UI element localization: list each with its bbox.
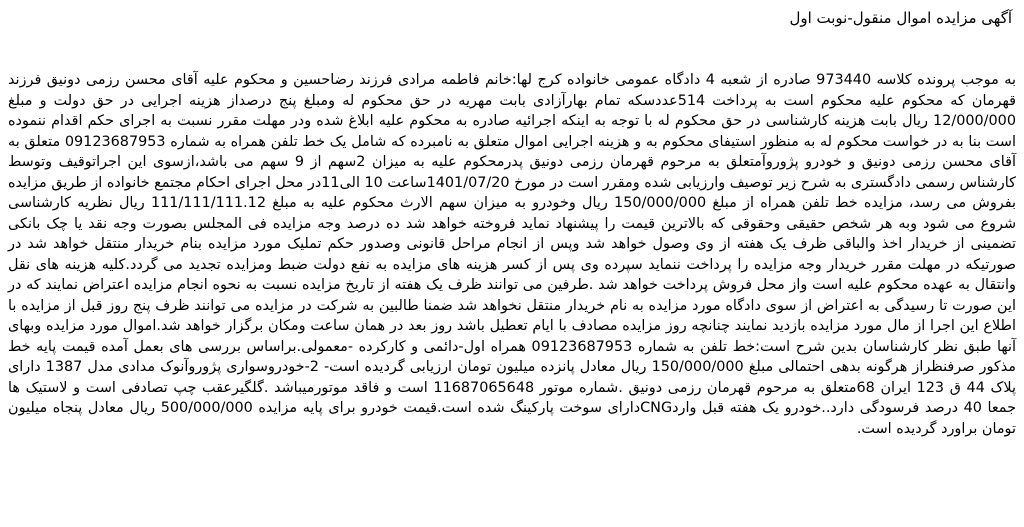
notice-title: آگهی مزایده اموال منقول-نوبت اول (789, 9, 1012, 27)
notice-body: به موجب پرونده کلاسه 973440 صادره از شعبه 4 دادگاه عمومی خانواده کرج لها:خانم فاطمه مرادی فرزند رضاحسین و محکوم علیه آقای محسن رزمی دونیق فرزند قهرمان که محکوم علیه محکوم است به پرداخت 514عددسکه تمام بهارآزادی بابت مهریه در حق محکوم له ومبلغ پنج درصداز هزینه اجرایی در حق دولت و مبلغ 12/000/000 ریال بابت هزینه کارشناسی در حق محکوم له با توجه به اینکه اجرائیه صادره به محکوم علیه ابلاغ شده ودر مهلت مقرر نسبت به اجرای حکم اقدام ننموده است بنا به در خواست محکوم له به منظور استیفای محکوم به و هزینه اجرایی اموال متعلق به نامبرده که شامل یک خط تلفن همراه به شماره 09123687953 متعلق به آقای محسن رزمی دونیق و خودرو پژوروآمتعلق به مرحوم قهرمان رزمی دونیق پدرمحکوم علیه به میزان 2سهم از 9 سهم می باشد،ازسوی این اجراتوقیف وتوسط کارشناس رسمی دادگستری به شرح زیر توصیف وارزیابی شده ومقرر است در مورخ 1401/07/20ساعت 10 الی11در محل اجرای احکام مجتمع خانواده از طریق مزایده بفروش می رسد، مزایده خط تلفن همراه از مبلغ 150/000/000 ریال وخودرو به میزان سهم الارث محکوم علیه به مبلغ 111/111/111.12 ریال نظریه کارشناسی شروع می شود وبه هر شخص حقیقی وحقوقی که بالاترین قیمت را پیشنهاد نماید فروخته خواهد شد ده درصد وجه مزایده فی المجلس بصورت وجه نقد یا چک بانکی تضمینی از خریدار اخذ والباقی ظرف یک هفته از وی وصول خواهد شد وپس از انجام مراحل قانونی وصدور حکم تملیک مورد مزایده بنام خریدار منتقل خواهد شد در صورتیکه در مهلت مقرر خریدار وجه مزایده را پرداخت ننماید سپرده وی پس از کسر هزینه های مزایده به نفع دولت ضبط ومزایده تجدید می گردد.کلیه هزینه های نقل وانتقال به عهده محکوم علیه است واز محل فروش پرداخت خواهد شد .طرفین می توانند ظرف یک هفته از تاریخ مزایده نسبت به نحوه انجام مزایده اعتراض نمایند که در این صورت تا رسیدگی به اعتراض از سوی دادگاه مورد مزایده به نام خریدار منتقل نخواهد شد ضمنا طالبین به شرکت در مزایده می توانند ظرف پنج روز قبل از مزایده با اطلاع این اجرا از مال مورد مزایده بازدید نمایند چنانچه روز مزایده مصادف با ایام تعطیل باشد روز بعد در همان ساعت ومکان برگزار خواهد شد.اموال مورد مزایده وبهای آنها طبق نظر کارشناسان بدین شرح است:خط تلفن به شماره 09123687953 همراه اول-دائمی و کارکرده -معمولی.براساس بررسی های بعمل آمده قیمت پایه خط مذکور صرفنظراز هرگونه بدهی احتمالی مبلغ 150/000/000 ریال معادل پانزده میلیون تومان ارزیابی گردیده است- 2-خودروسواری پژوروآنوک مدادی مدل 1387 دارای پلاک 44 ق 123 ایران 68متعلق به مرحوم قهرمان رزمی دونیق .شماره موتور 11687065648 است و فاقد موتورمیباشد .گلگیرعقب چپ تصادفی است و لاستیک ها جمعا 40 درصد فرسودگی دارد..خودرو یک هفته قبل واردCNGدارای سوخت پارکینگ شده است.قیمت خودرو برای پایه مزایده 500/000/000 ریال معادل پنجاه میلیون تومان براورد گردیده است. (8, 72, 1017, 437)
